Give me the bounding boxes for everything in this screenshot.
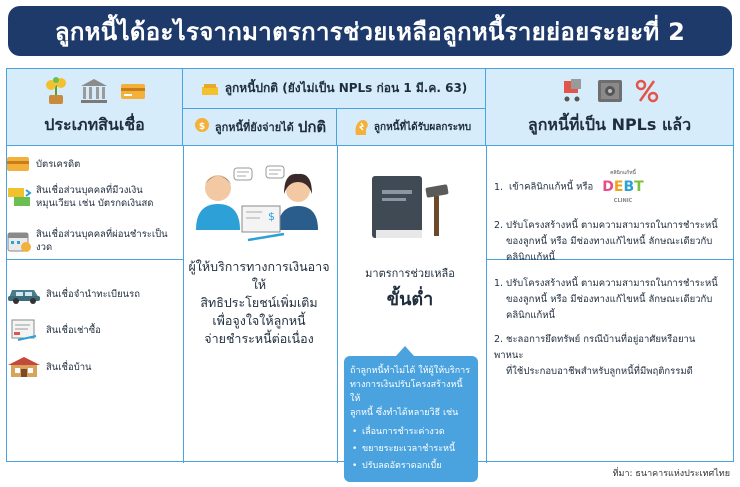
option-text: ปรับโครงสร้างหนี้ ตามความสามารถในการชำระหนี้ <box>506 278 718 289</box>
credit-type-item <box>6 154 176 174</box>
benefit-line: สิทธิประโยชน์เพิ่มเติม <box>200 295 318 310</box>
option-text: ชะลอการยึดทรัพย์ กรณีบ้านที่อยู่อาศัยหรือยานพาหนะ <box>494 334 696 361</box>
shopping-cart-icon <box>560 77 586 105</box>
option-text: คลินิกแก้หนี้ <box>506 310 556 321</box>
normal-debtor-header <box>183 69 486 145</box>
page-title: ลูกหนี้ได้อะไรจากมาตรการช่วยเหลือลูกหนี้รายย่อยระยะที่ 2 <box>54 17 686 46</box>
credit-type-item <box>6 184 176 210</box>
debt-clinic-logo-thai: คลินิกแก้หนี้ <box>610 170 636 176</box>
affected-debtor-label: ลูกหนี้ที่ได้รับผลกระทบ <box>373 121 472 133</box>
option-number: 2. <box>494 334 504 345</box>
benefit-line: ผู้ให้บริการทางการเงินอาจให้ <box>188 259 330 292</box>
restructure-method-item: • เลื่อนการชำระค่างวด <box>350 424 472 441</box>
law-book-gavel-icon <box>368 172 454 244</box>
debt-clinic-logo: คลินิกแก้หนี้ DEBT CLINIC <box>602 166 643 208</box>
option-text: ปรับโครงสร้างหนี้ ตามความสามารถในการชำระหนี้ <box>506 220 718 231</box>
header-divider <box>7 145 733 146</box>
bank-icon <box>79 77 109 105</box>
restructure-methods-list <box>350 424 472 475</box>
npl-option-item <box>494 276 722 324</box>
money-transfer-icon <box>6 185 32 209</box>
safe-icon <box>596 77 624 105</box>
money-plant-icon <box>43 77 69 105</box>
benefit-line: เพื่อจูงใจให้ลูกหนี้ <box>212 313 306 328</box>
npl-header-icons <box>486 77 733 105</box>
credit-type-item <box>6 228 176 254</box>
svg-text:$: $ <box>198 122 205 132</box>
npl-option-item <box>494 166 722 208</box>
credit-type-label: สินเชื่อส่วนบุคคลที่ผ่อนชำระเป็นงวด <box>36 229 168 253</box>
car-icon <box>6 284 42 304</box>
option-number: 1. <box>494 181 504 193</box>
svg-text:$: $ <box>268 210 275 223</box>
restructure-method-item: • ปรับลดอัตราดอกเบี้ย <box>350 458 472 475</box>
credit-type-heading: ประเภทสินเชื่อ <box>44 115 145 134</box>
column-divider <box>337 145 338 463</box>
credit-type-label: บัตรเครดิต <box>36 158 81 170</box>
distressed-head-icon <box>352 117 370 137</box>
restructure-method-item: • ขยายระยะเวลาชำระหนี้ <box>350 441 472 458</box>
restructure-callout <box>344 356 478 482</box>
callout-line: ลูกหนี้ ซึ่งทำได้หลายวิธี เช่น <box>350 408 459 418</box>
row-divider <box>7 259 183 260</box>
credit-type-label: สินเชื่อจำนำทะเบียนรถ <box>46 288 140 300</box>
affected-debtor-header <box>337 109 486 145</box>
callout-line: ทางการเงินปรับโครงสร้างหนี้ให้ <box>350 380 463 404</box>
house-icon <box>6 356 42 378</box>
credit-card-icon <box>6 154 32 174</box>
money-pile-icon <box>201 81 219 97</box>
source-note: ที่มา: ธนาคารแห่งประเทศไทย <box>612 469 730 479</box>
option-text: ของลูกหนี้ หรือ มีช่องทางแก้ไขหนี้ ลักษณะเดียวกับ <box>506 294 713 305</box>
credit-type-header-icons <box>7 77 182 105</box>
npl-option-item <box>494 332 722 380</box>
debt-clinic-logo-sub: CLINIC <box>613 198 633 204</box>
normal-debtor-title <box>183 69 485 109</box>
title-bar <box>8 6 732 56</box>
npl-debtor-header <box>486 69 733 145</box>
minimum-measure-value: ขั้นต่ำ <box>386 289 434 310</box>
credit-type-item <box>6 284 186 304</box>
column-divider <box>486 145 487 463</box>
npl-options-bottom <box>494 276 722 380</box>
option-text: คลินิกแก้หนี้ <box>506 252 556 263</box>
customer-advisor-illustration <box>188 160 328 248</box>
credit-type-header <box>7 69 183 145</box>
minimum-measure-label: มาตรการช่วยเหลือ <box>365 267 455 280</box>
benefit-line: จ่ายชำระหนี้ต่อเนื่อง <box>204 331 314 346</box>
paying-normally-label: ลูกหนี้ที่ยังจ่ายได้ <box>214 121 294 134</box>
coin-head-icon <box>193 117 211 137</box>
callout-line: ถ้าลูกหนี้ทำไม่ได้ ให้ผู้ให้บริการ <box>350 366 471 376</box>
credit-type-label: สินเชื่อส่วนบุคคลที่มีวงเงินหมุนเวียน เช่น บัตรกดเงินสด <box>36 185 154 209</box>
option-text: เข้าคลินิกแก้หนี้ หรือ <box>509 181 594 193</box>
option-text: ของลูกหนี้ หรือ มีช่องทางแก้ไขหนี้ ลักษณะเดียวกับ <box>506 236 713 247</box>
credit-type-label: สินเชื่อบ้าน <box>46 361 92 373</box>
option-number: 2. <box>494 220 504 231</box>
option-text: ที่ใช้ประกอบอาชีพสำหรับลูกหนี้ที่มีพฤติกรรมดี <box>506 366 693 377</box>
normal-debtor-benefit-text <box>184 258 334 348</box>
lease-document-icon <box>6 318 42 342</box>
npl-option-item <box>494 218 722 266</box>
paying-normally-header <box>183 109 337 145</box>
npl-heading: ลูกหนี้ที่เป็น NPLs แล้ว <box>527 115 692 134</box>
credit-type-item <box>6 356 186 378</box>
percent-icon <box>634 77 660 105</box>
credit-card-icon <box>119 77 147 105</box>
calendar-icon <box>6 229 32 253</box>
credit-type-label: สินเชื่อเช่าซื้อ <box>46 324 101 336</box>
option-number: 1. <box>494 278 504 289</box>
npl-options-top <box>494 166 722 266</box>
credit-type-item <box>6 318 186 342</box>
paying-normally-emphasis: ปกติ <box>297 118 327 136</box>
normal-debtor-heading: ลูกหนี้ปกติ (ยังไม่เป็น NPLs ก่อน 1 มี.ค. 63) <box>224 81 468 95</box>
